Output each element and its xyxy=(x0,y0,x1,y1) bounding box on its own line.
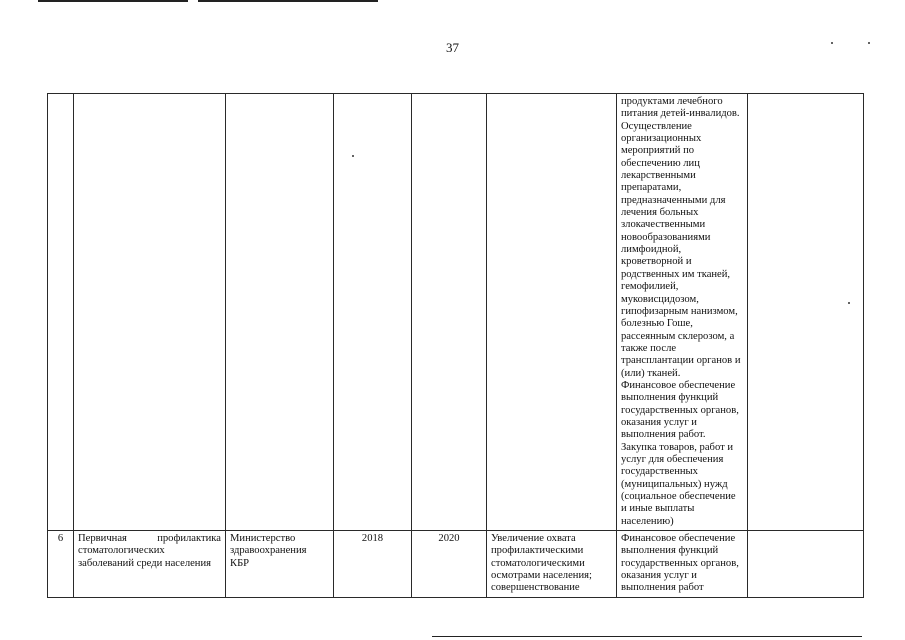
cell-measures xyxy=(617,531,748,598)
text-line: оказания услуг и xyxy=(621,416,697,428)
text-line: гемофилией, xyxy=(621,281,679,293)
text-line: также после xyxy=(621,342,677,354)
cell-extra xyxy=(748,94,864,531)
cell-num: 6 xyxy=(48,531,74,598)
cell-end-year xyxy=(412,94,487,531)
text-line: болезнью Гоше, xyxy=(621,318,693,330)
text-line: продуктами лечебного xyxy=(621,96,723,107)
text-line: лечения больных xyxy=(621,207,699,219)
text-line: Осуществление xyxy=(621,120,692,132)
text-line: совершенствование xyxy=(491,582,580,594)
text-line: новообразованиями xyxy=(621,231,711,243)
text-line: КБР xyxy=(230,557,250,569)
text-line: трансплантации органов и xyxy=(621,355,741,367)
text-line: населению) xyxy=(621,515,674,527)
text-line: стоматологическими xyxy=(491,557,585,569)
text-line: препаратами, xyxy=(621,182,682,194)
text-line: рассеянным склерозом, а xyxy=(621,330,735,342)
scan-artifact-top-right xyxy=(198,0,378,2)
text-line: Увеличение охвата xyxy=(491,533,576,545)
scan-speck xyxy=(831,42,833,44)
text-line: выполнения функций xyxy=(621,392,719,404)
text-line: государственных органов, xyxy=(621,404,739,416)
cell-executor xyxy=(226,531,334,598)
cell-name xyxy=(74,94,226,531)
text-line: осмотрами населения; xyxy=(491,570,592,582)
text-line: злокачественными xyxy=(621,219,706,231)
text-line: муковисцидозом, xyxy=(621,293,699,305)
text-line: государственных xyxy=(621,466,698,478)
text-line: стоматологических xyxy=(78,545,165,557)
text-line: (муниципальных) нужд xyxy=(621,478,728,490)
text-line: заболеваний среди населения xyxy=(78,557,212,569)
text-line: организационных xyxy=(621,133,702,145)
cell-name xyxy=(74,531,226,598)
cell-result xyxy=(487,531,617,598)
table-row xyxy=(48,531,864,598)
scan-artifact-top-left xyxy=(38,0,188,2)
text-line: профилактическими xyxy=(491,545,584,557)
text-line: выполнения работ. xyxy=(621,429,706,441)
text-line: выполнения работ xyxy=(621,582,704,594)
text-line: мероприятий по xyxy=(621,145,695,157)
cell-executor xyxy=(226,94,334,531)
text-line: Финансовое обеспечение xyxy=(621,533,736,545)
text-line: гипофизарным нанизмом, xyxy=(621,305,738,317)
cell-num xyxy=(48,94,74,531)
cell-result xyxy=(487,94,617,531)
text-line: обеспечению лиц xyxy=(621,157,700,169)
text-line: выполнения функций xyxy=(621,545,719,557)
text-line: (социальное обеспечение xyxy=(621,491,736,502)
text-line: услуг для обеспечения xyxy=(621,453,724,465)
text-line: Первичная профилактика xyxy=(78,533,221,545)
text-line: государственных органов, xyxy=(621,557,739,569)
cell-start-year xyxy=(334,94,412,531)
text-line: родственных им тканей, xyxy=(621,268,731,280)
text-line: и иные выплаты xyxy=(621,503,695,515)
text-line: оказания услуг и xyxy=(621,570,697,582)
cell-start-year: 2018 xyxy=(334,531,412,598)
cell-extra xyxy=(748,531,864,598)
page-number: 37 xyxy=(446,40,459,55)
text-line: Министерство xyxy=(230,533,296,545)
text-line: Закупка товаров, работ и xyxy=(621,441,734,453)
scan-artifact-bottom xyxy=(432,636,862,637)
text-line: здравоохранения xyxy=(230,545,307,557)
table-row-continuation xyxy=(48,94,864,531)
scan-speck xyxy=(868,42,870,44)
text-line: Финансовое обеспечение xyxy=(621,379,736,391)
program-table xyxy=(47,93,864,598)
cell-measures xyxy=(617,94,748,531)
text-line: (или) тканей. xyxy=(621,367,681,379)
text-line: питания детей-инвалидов. xyxy=(621,108,740,120)
text-line: предназначенными для xyxy=(621,194,726,206)
cell-end-year: 2020 xyxy=(412,531,487,598)
text-line: лекарственными xyxy=(621,170,696,182)
text-line: кроветворной и xyxy=(621,256,692,268)
text-line: лимфоидной, xyxy=(621,244,682,256)
